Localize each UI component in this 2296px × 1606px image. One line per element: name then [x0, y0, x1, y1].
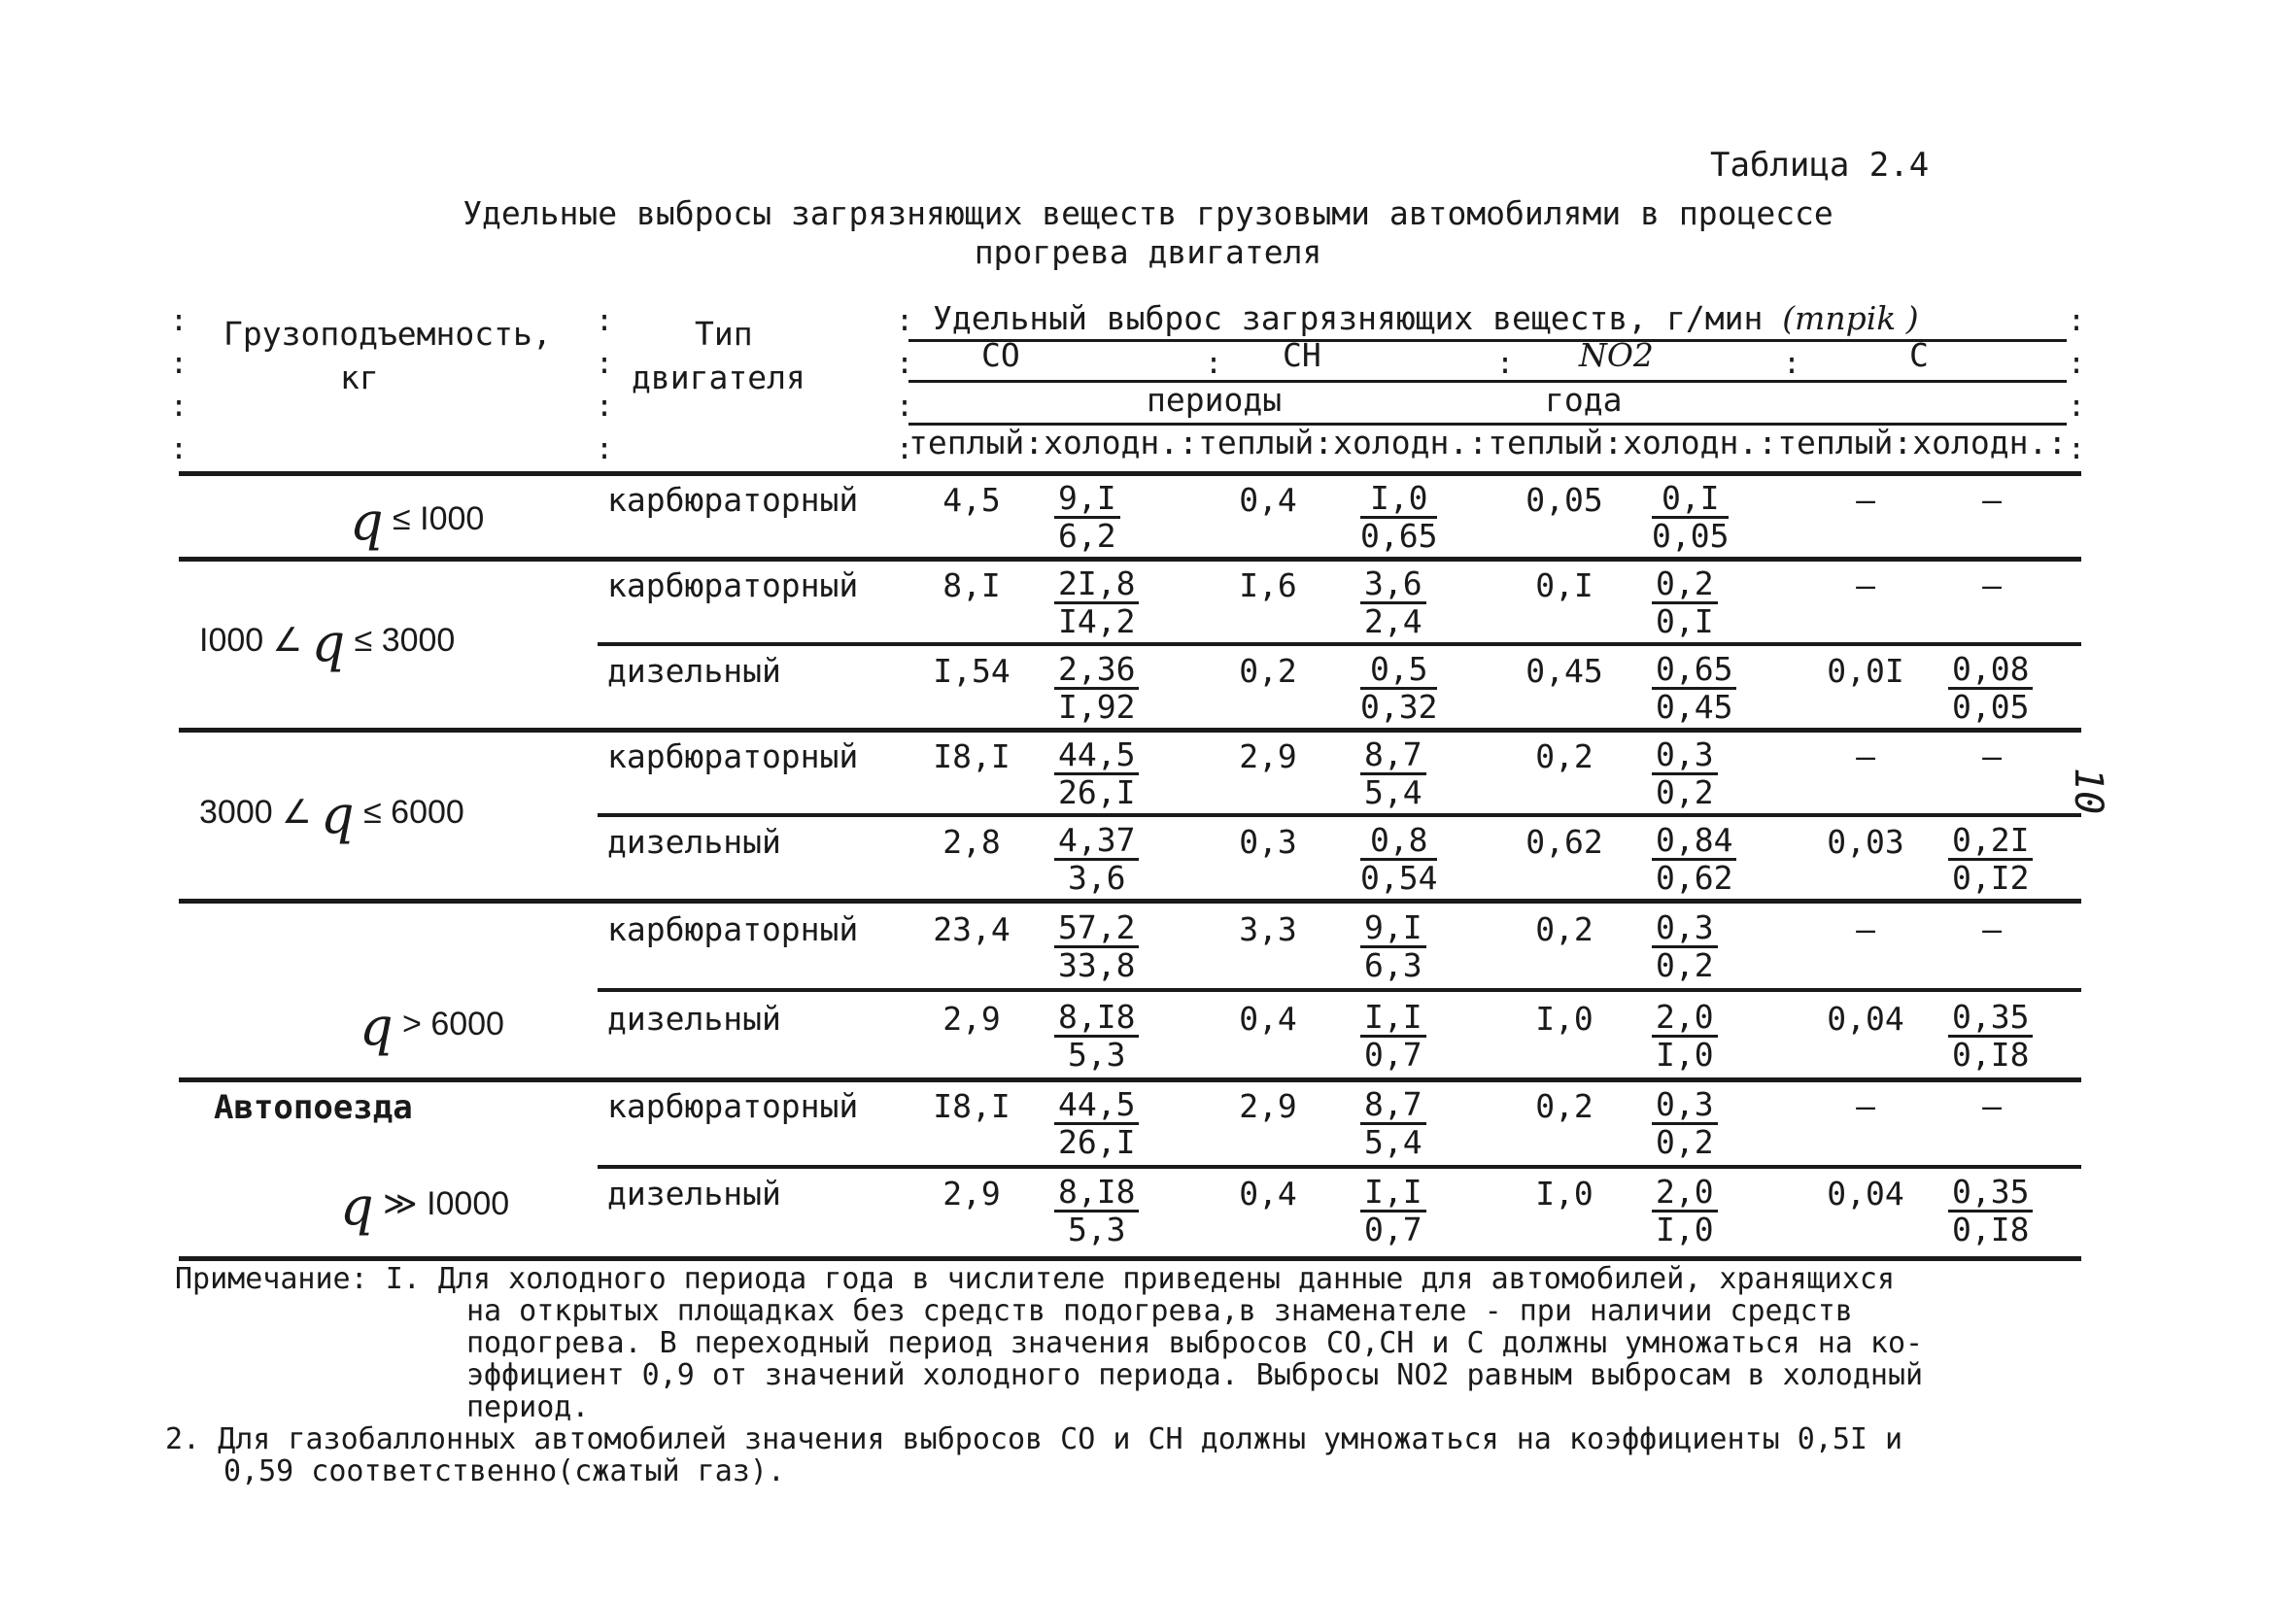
fraction-denominator: 0,2	[1656, 773, 1714, 811]
cell-ch-warm: 0,4	[1239, 481, 1297, 519]
fraction-numerator: 9,I	[1054, 481, 1120, 519]
cell-c-cold: –	[1982, 737, 2002, 775]
fraction-numerator: 57,2	[1054, 910, 1139, 948]
cell-co-cold-fraction	[1054, 1000, 1139, 1073]
cell-c-warm: 0,03	[1827, 823, 1904, 861]
capacity-condition: > 6000	[402, 1006, 504, 1042]
cell-ch-cold-fraction	[1360, 481, 1437, 554]
fraction-numerator: 0,65	[1652, 652, 1736, 690]
fraction-denominator: 0,65	[1360, 517, 1438, 555]
header-no2-cold: холодн.	[1623, 424, 1759, 461]
fraction-denominator: 2,4	[1364, 602, 1422, 640]
note-2-line-1: 2. Для газобаллонных автомобилей значения выбросов CO и CH должны умножаться на коэффициенты 0,5I и	[165, 1422, 1903, 1456]
cell-engine: дизельный	[607, 652, 781, 690]
title-line-1: Удельные выбросы загрязняющих веществ грузовыми автомобилями в процессе	[463, 194, 1833, 232]
table-title	[0, 194, 2296, 272]
header-pollutant-c: C	[1909, 336, 1929, 374]
cell-co-warm: I8,I	[933, 737, 1011, 775]
note-2-line-2: 0,59 соответственно(сжатый газ).	[223, 1454, 785, 1488]
fraction-denominator: 0,7	[1364, 1036, 1422, 1074]
group-line-3	[179, 899, 2081, 904]
header-periods-year: года	[1545, 381, 1623, 419]
capacity-q: q	[350, 491, 384, 552]
header-pollutant-ch: CH	[1283, 336, 1321, 374]
cell-co-warm: I8,I	[933, 1087, 1011, 1125]
cell-co-warm: 2,8	[942, 823, 1001, 861]
cell-no2-cold-fraction	[1652, 910, 1718, 983]
header-bottom-line	[179, 471, 2081, 476]
header-colons-inner-3: :	[1783, 347, 1801, 381]
cell-ch-warm: 3,3	[1239, 910, 1297, 948]
cell-engine: дизельный	[607, 823, 781, 861]
capacity-group-3	[199, 774, 464, 845]
fraction-denominator: 5,3	[1067, 1211, 1126, 1248]
group-line-4	[179, 1077, 2081, 1082]
group-line-1	[179, 557, 2081, 562]
capacity-q: q	[311, 612, 346, 673]
fraction-numerator: 0,3	[1652, 737, 1718, 775]
cell-no2-warm: 0,2	[1535, 1087, 1593, 1125]
fraction-denominator: 5,3	[1067, 1036, 1126, 1074]
cell-ch-cold-fraction	[1360, 1175, 1426, 1247]
fraction-numerator: 0,2I	[1948, 823, 2033, 861]
fraction-numerator: 2I,8	[1054, 566, 1139, 604]
fraction-denominator: 5,4	[1364, 1123, 1422, 1161]
cell-engine: карбюраторный	[607, 1087, 859, 1125]
fraction-numerator: 0,08	[1948, 652, 2033, 690]
table-bottom-line	[179, 1256, 2081, 1261]
cell-no2-warm: 0,2	[1535, 910, 1593, 948]
fraction-numerator: 8,7	[1360, 1087, 1426, 1125]
header-colons-right: : : : :	[2068, 304, 2086, 466]
capacity-condition: ≫ I0000	[383, 1185, 510, 1222]
cell-co-cold-fraction	[1054, 1087, 1139, 1160]
note-1-line-4: эффициент 0,9 от значений холодного периода. Выбросы NO2 равным выбросам в холодный	[466, 1358, 1924, 1392]
header-engine-type-2: двигателя	[632, 359, 805, 396]
fraction-numerator: 0,I	[1652, 481, 1729, 519]
capacity-q: q	[360, 996, 394, 1057]
sub-line-4	[598, 988, 2081, 992]
fraction-numerator: 44,5	[1054, 1087, 1139, 1125]
header-periods: периоды	[1147, 381, 1283, 419]
cell-c-cold: –	[1982, 910, 2002, 948]
header-emission	[933, 300, 1919, 337]
header-no2-warm: теплый	[1488, 424, 1604, 461]
capacity-lower-bound: 3000 ∠	[199, 794, 312, 831]
fraction-denominator: I4,2	[1058, 602, 1136, 640]
header-line-2	[908, 380, 2067, 383]
fraction-denominator: 0,I	[1656, 602, 1714, 640]
cell-co-warm: 23,4	[933, 910, 1011, 948]
cell-ch-cold-fraction	[1360, 566, 1426, 639]
title-line-2: прогрева двигателя	[974, 233, 1322, 271]
cell-no2-warm: 0,2	[1535, 737, 1593, 775]
fraction-denominator: 3,6	[1067, 859, 1126, 897]
header-line-1	[908, 339, 2067, 342]
cell-c-warm: –	[1856, 1087, 1875, 1125]
cell-no2-warm: I,0	[1535, 1175, 1593, 1213]
cell-c-warm: –	[1856, 910, 1875, 948]
header-pollutant-no2: NO2	[1579, 336, 1654, 374]
fraction-denominator: 0,I8	[1952, 1211, 2030, 1248]
capacity-condition: ≤ 3000	[354, 622, 456, 659]
cell-co-warm: 4,5	[942, 481, 1001, 519]
cell-c-warm: –	[1856, 481, 1875, 519]
cell-engine: карбюраторный	[607, 910, 859, 948]
cell-c-cold: –	[1982, 481, 2002, 519]
cell-co-warm: 8,I	[942, 566, 1001, 604]
fraction-numerator: I,0	[1360, 481, 1437, 519]
cell-engine: карбюраторный	[607, 481, 859, 519]
cell-ch-warm: 0,4	[1239, 1175, 1297, 1213]
fraction-denominator: I,0	[1656, 1036, 1714, 1074]
cell-ch-warm: 2,9	[1239, 737, 1297, 775]
header-ch-cold: холодн.	[1333, 424, 1469, 461]
fraction-numerator: 8,I8	[1054, 1000, 1139, 1038]
table-notes	[165, 1262, 2128, 1488]
header-colons-inner-2: :	[1496, 347, 1515, 381]
fraction-denominator: 6,3	[1364, 946, 1422, 984]
note-1-line-1: Примечание: I. Для холодного периода года в числителе приведены данные для автомобилей, хранящихся	[175, 1262, 1896, 1296]
cell-no2-cold-fraction	[1652, 1087, 1718, 1160]
cell-c-warm: 0,04	[1827, 1000, 1904, 1038]
cell-co-cold-fraction	[1054, 481, 1120, 554]
header-engine-type: Тип	[695, 315, 753, 353]
header-colons-mid2: : : : :	[896, 304, 914, 466]
cell-c-cold: –	[1982, 1087, 2002, 1125]
cell-co-cold-fraction	[1054, 910, 1139, 983]
cell-ch-warm: 0,3	[1239, 823, 1297, 861]
capacity-group-5-label: Автопоезда	[214, 1088, 413, 1127]
fraction-numerator: 0,3	[1652, 1087, 1718, 1125]
cell-no2-cold-fraction	[1652, 481, 1729, 554]
capacity-condition: ≤ I000	[393, 500, 485, 537]
note-1-line-2: на открытых площадках без средств подогрева,в знаменателе - при наличии средств	[466, 1294, 1853, 1328]
cell-engine: дизельный	[607, 1000, 781, 1038]
table-number: Таблица 2.4	[1710, 146, 1930, 185]
cell-c-warm: 0,04	[1827, 1175, 1904, 1213]
cell-no2-cold-fraction	[1652, 566, 1718, 639]
fraction-denominator: 0,I8	[1952, 1036, 2030, 1074]
cell-no2-cold-fraction	[1652, 737, 1718, 810]
cell-c-cold-fraction	[1948, 1175, 2033, 1247]
cell-ch-cold-fraction	[1360, 823, 1437, 896]
cell-ch-warm: I,6	[1239, 566, 1297, 604]
cell-c-warm: –	[1856, 737, 1875, 775]
cell-engine: карбюраторный	[607, 566, 859, 604]
fraction-denominator: 0,32	[1360, 688, 1438, 726]
cell-no2-warm: 0,05	[1525, 481, 1603, 519]
cell-co-warm: 2,9	[942, 1000, 1001, 1038]
fraction-numerator: 8,7	[1360, 737, 1426, 775]
fraction-denominator: 0,45	[1656, 688, 1733, 726]
cell-no2-warm: 0,62	[1525, 823, 1603, 861]
cell-no2-warm: I,0	[1535, 1000, 1593, 1038]
header-capacity-unit: кг	[340, 359, 379, 396]
fraction-numerator: 4,37	[1054, 823, 1139, 861]
page-number-mark: 10	[2066, 768, 2110, 815]
cell-c-warm: –	[1856, 566, 1875, 604]
cell-co-cold-fraction	[1054, 566, 1139, 639]
cell-ch-cold-fraction	[1360, 652, 1437, 725]
cell-no2-cold-fraction	[1652, 1000, 1718, 1073]
cell-co-warm: 2,9	[942, 1175, 1001, 1213]
fraction-denominator: 5,4	[1364, 773, 1422, 811]
fraction-denominator: 0,05	[1952, 688, 2030, 726]
fraction-denominator: 33,8	[1058, 946, 1136, 984]
note-1-line-3: подогрева. В переходный период значения выбросов CO,CH и C должны умножаться на ко-	[466, 1326, 1924, 1360]
group-line-2	[179, 728, 2081, 733]
cell-ch-warm: 0,2	[1239, 652, 1297, 690]
fraction-numerator: 0,35	[1948, 1000, 2033, 1038]
capacity-group-5	[340, 1166, 510, 1237]
fraction-denominator: 26,I	[1058, 1123, 1136, 1161]
capacity-group-4	[360, 986, 504, 1057]
fraction-numerator: 44,5	[1054, 737, 1139, 775]
capacity-q: q	[321, 784, 355, 845]
fraction-denominator: 0,54	[1360, 859, 1438, 897]
cell-ch-warm: 0,4	[1239, 1000, 1297, 1038]
fraction-denominator: 0,7	[1364, 1211, 1422, 1248]
header-ch-warm: теплый	[1198, 424, 1315, 461]
fraction-numerator: 0,2	[1652, 566, 1718, 604]
fraction-denominator: I,92	[1058, 688, 1136, 726]
note-1-line-5: период.	[466, 1390, 590, 1424]
header-capacity: Грузоподъемность,	[223, 315, 552, 353]
fraction-numerator: 0,8	[1360, 823, 1437, 861]
capacity-group-2	[199, 602, 456, 673]
sub-line-2	[598, 642, 2081, 646]
fraction-numerator: 2,36	[1054, 652, 1139, 690]
cell-ch-cold-fraction	[1360, 1087, 1426, 1160]
cell-engine: дизельный	[607, 1175, 781, 1213]
cell-ch-cold-fraction	[1360, 1000, 1426, 1073]
header-emission-symbol: (mпрik )	[1782, 299, 1919, 337]
capacity-condition: ≤ 6000	[363, 794, 464, 831]
cell-co-warm: I,54	[933, 652, 1011, 690]
header-colons-mid1: : : : :	[596, 304, 614, 466]
cell-ch-warm: 2,9	[1239, 1087, 1297, 1125]
fraction-numerator: 3,6	[1360, 566, 1426, 604]
cell-no2-cold-fraction	[1652, 1175, 1718, 1247]
fraction-numerator: 9,I	[1360, 910, 1426, 948]
cell-co-cold-fraction	[1054, 1175, 1139, 1247]
header-co-cold: холодн.	[1044, 424, 1180, 461]
fraction-denominator: 6,2	[1058, 517, 1116, 555]
capacity-lower-bound: I000 ∠	[199, 622, 303, 659]
fraction-numerator: 8,I8	[1054, 1175, 1139, 1213]
header-pollutant-co: CO	[981, 336, 1020, 374]
fraction-denominator: 0,2	[1656, 946, 1714, 984]
fraction-denominator: 0,2	[1656, 1123, 1714, 1161]
cell-co-cold-fraction	[1054, 823, 1139, 896]
cell-engine: карбюраторный	[607, 737, 859, 775]
cell-co-cold-fraction	[1054, 737, 1139, 810]
header-colons-inner: :	[1205, 347, 1223, 381]
sub-line-5	[598, 1165, 2081, 1169]
fraction-denominator: 0,I2	[1952, 859, 2030, 897]
fraction-numerator: 0,84	[1652, 823, 1736, 861]
header-c-warm: теплый	[1777, 424, 1894, 461]
cell-no2-warm: 0,45	[1525, 652, 1603, 690]
header-period-row: теплый:холодн.:теплый:холодн.:теплый:холодн.:теплый:холодн.:	[908, 424, 2068, 461]
cell-c-cold-fraction	[1948, 1000, 2033, 1073]
capacity-group-1	[350, 481, 485, 552]
cell-ch-cold-fraction	[1360, 737, 1426, 810]
cell-ch-cold-fraction	[1360, 910, 1426, 983]
cell-no2-cold-fraction	[1652, 823, 1736, 896]
cell-co-cold-fraction	[1054, 652, 1139, 725]
capacity-q: q	[340, 1176, 374, 1237]
fraction-denominator: 0,62	[1656, 859, 1733, 897]
cell-c-cold-fraction	[1948, 652, 2033, 725]
fraction-numerator: 2,0	[1652, 1175, 1718, 1213]
cell-no2-warm: 0,I	[1535, 566, 1593, 604]
fraction-numerator: 2,0	[1652, 1000, 1718, 1038]
fraction-denominator: I,0	[1656, 1211, 1714, 1248]
header-co-warm: теплый	[908, 424, 1025, 461]
cell-c-warm: 0,0I	[1827, 652, 1904, 690]
cell-no2-cold-fraction	[1652, 652, 1736, 725]
fraction-numerator: 0,35	[1948, 1175, 2033, 1213]
header-colons-left: : : : :	[170, 304, 188, 466]
sub-line-3	[598, 813, 2081, 817]
header-emission-label: Удельный выброс загрязняющих веществ, г/мин	[933, 299, 1764, 337]
fraction-numerator: I,I	[1360, 1175, 1426, 1213]
fraction-denominator: 0,05	[1652, 517, 1730, 555]
fraction-numerator: I,I	[1360, 1000, 1426, 1038]
fraction-numerator: 0,5	[1360, 652, 1437, 690]
cell-c-cold: –	[1982, 566, 2002, 604]
fraction-denominator: 26,I	[1058, 773, 1136, 811]
cell-c-cold-fraction	[1948, 823, 2033, 896]
header-c-cold: холодн.	[1912, 424, 2048, 461]
fraction-numerator: 0,3	[1652, 910, 1718, 948]
